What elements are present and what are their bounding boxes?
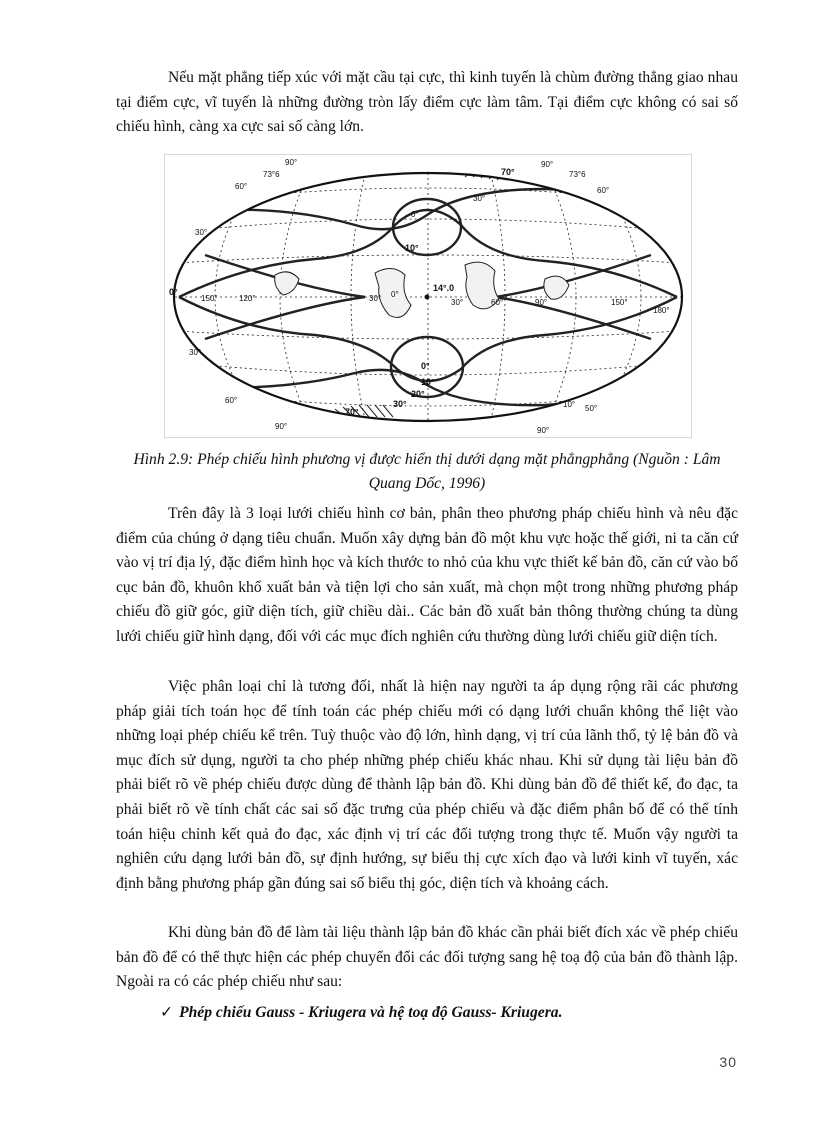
label-bottom-right-50: 50° <box>585 404 598 413</box>
label-center-30: 30° <box>369 294 382 303</box>
label-top-circle-10: 10° <box>405 243 419 253</box>
azimuthal-projection-figure <box>164 154 692 438</box>
page-number: 30 <box>719 1054 737 1070</box>
label-left-0: 0° <box>169 287 178 297</box>
bullet-text: Phép chiếu Gauss - Kriugera và hệ toạ độ Gauss- Kriugera. <box>179 1004 563 1021</box>
label-top-left-90: 90° <box>285 158 298 167</box>
label-top-70: 70° <box>501 167 515 177</box>
label-left-150: 150° <box>201 294 218 303</box>
label-left-30-bottom: 30° <box>189 348 202 357</box>
label-bottom-left-90: 90° <box>275 422 288 431</box>
label-bottom-right-90: 90° <box>537 426 550 435</box>
paragraph-projection-types: Trên đây là 3 loại lưới chiếu hình cơ bản, phân theo phương pháp chiếu hình và nêu đặc điểm của chúng ở dạng tiêu chuẩn. Muốn xây dựng bản đồ một khu vực hoặc thế giới, ni ta căn cứ vào vị trí địa lý, đặc điểm hình học và kích thước to nhỏ của khu vực thiết kế bản đồ, căn cứ vào bố cục bản đồ, khuôn khổ xuất bản và tiện lợi cho sản xuất, mà chọn một trong những phương pháp chiếu đồ giữ góc, giữ diện tích, giữ chiều dài.. Các bản đồ xuất bản thông thường chúng ta dùng lưới chiếu giữ hình dạng, đối với các mục đích nghiên cứu thường dùng lưới chiếu giữ diện tích. <box>116 505 738 645</box>
paragraph-map-usage: Khi dùng bản đồ để làm tài liệu thành lập bản đồ khác cần phải biết đích xác về phép chiếu bản đồ để có thể thực hiện các phép chuyển đổi các đối tượng sang hệ toạ độ của bản đồ thành lập. Ngoài ra có các phép chiếu như sau: <box>116 924 738 991</box>
label-bottom-circle-10: 10° <box>421 377 435 387</box>
projection-map-graphic <box>165 155 691 437</box>
label-center-0a: 0° <box>391 290 399 299</box>
paragraph-classification: Việc phân loại chỉ là tương đối, nhất là hiện nay người ta áp dụng rộng rãi các phương pháp giải tích toán học để tính toán các phép chiếu mới có dạng lưới chuẩn không thể liệt vào những loại phép chiếu kể trên. Tuỳ thuộc vào độ lớn, hình dạng, vị trí của lãnh thổ, tỷ lệ bản đồ và mục đích sử dụng, người ta cho phép những phép chiếu khác nhau. Khi sử dụng tài liệu bản đồ phải biết rõ về phép chiếu được dùng để thành lập bản đồ. Khi dùng bản đồ để thiết kế, đo đạc, ta phải biết rõ về tính chất các sai số đặc trưng của phép chiếu và đặc điểm phân bố để có thể tính toán hiệu chỉnh kết quả đo đạc, xác định vị trí các đối tượng trong thực tế. Muốn vậy người ta nghiên cứu dạng lưới bản đồ, sự định hướng, sự biểu thị cực xích đạo và lưới kinh vĩ tuyến, xác định bằng phương pháp gần đúng sai số biểu thị góc, diện tích và khoảng cách. <box>116 678 738 892</box>
label-bottom-70: 70° <box>345 407 359 417</box>
label-left-60-top: 60° <box>235 182 248 191</box>
label-left-30-top: 30° <box>195 228 208 237</box>
label-top-right-60: 60° <box>597 186 610 195</box>
label-center-value: 14°.0 <box>433 283 455 293</box>
label-right-150: 150° <box>611 298 628 307</box>
label-left-120: 120° <box>239 294 256 303</box>
label-left-60-bottom: 60° <box>225 396 238 405</box>
label-bottom-circle-0: 0° <box>421 361 430 371</box>
label-right-60: 60° <box>491 298 504 307</box>
label-bottom-20: 20° <box>411 389 425 399</box>
checkmark-icon: ✓ <box>160 1003 174 1021</box>
figure-caption: Hình 2.9: Phép chiếu hình phương vị được hiển thị dưới dạng mặt phẳngphẳng (Nguồn : Lâm Quang Dốc, 1996) <box>133 451 721 492</box>
label-right-180: 180° <box>653 306 670 315</box>
paragraph-azimuthal-polar: Nếu mặt phẳng tiếp xúc với mặt cầu tại cực, thì kinh tuyến là chùm đường thẳng giao nhau tại điểm cực, vĩ tuyến là những đường tròn lấy điểm cực làm tâm. Tại điểm cực không có sai số chiếu hình, càng xa cực sai số càng lớn. <box>116 69 738 136</box>
label-top-right-90: 90° <box>541 160 554 169</box>
bullet-gauss-kriugera <box>160 1003 562 1022</box>
label-top-right-73: 73°6 <box>569 170 586 179</box>
label-center-0b: 0° <box>411 210 419 219</box>
label-bottom-right-10: 10° <box>563 400 576 409</box>
label-top-30: 30° <box>473 194 486 203</box>
label-right-90: 90° <box>535 298 548 307</box>
label-top-left-73: 73°6 <box>263 170 280 179</box>
label-right-30: 30° <box>451 298 464 307</box>
label-bottom-30: 30° <box>393 399 407 409</box>
